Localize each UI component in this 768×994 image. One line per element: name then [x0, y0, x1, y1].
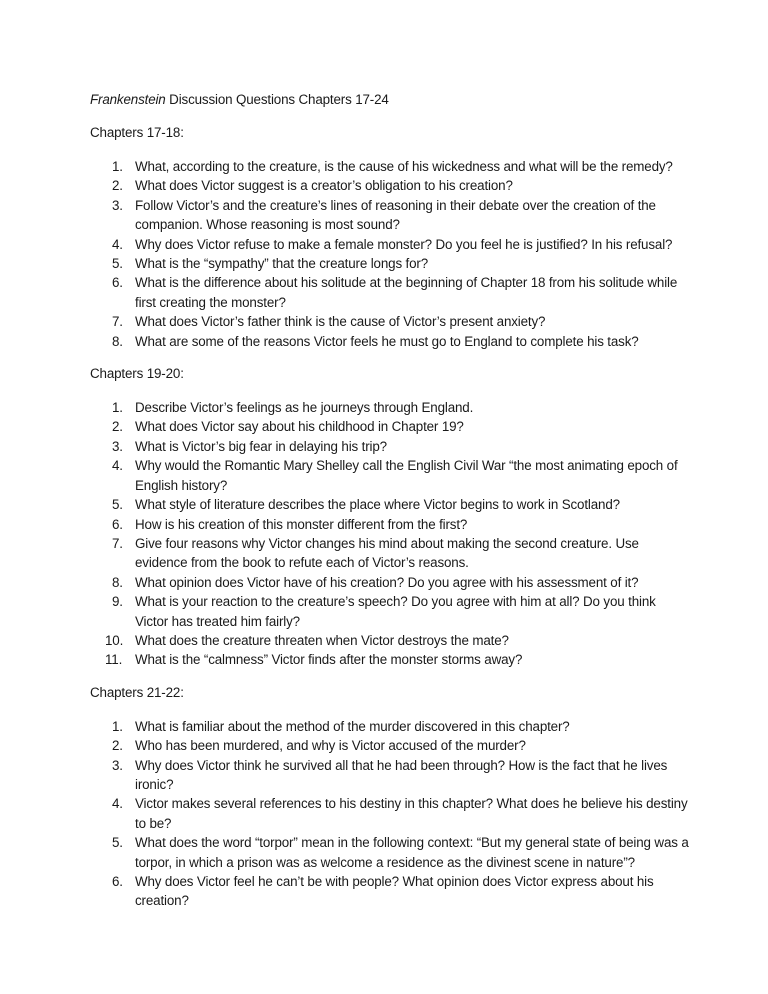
question-text: Why does Victor think he survived all that he had been through? How is the fact that he lives ironic? [135, 757, 668, 792]
question-number: 2. [112, 419, 123, 435]
question-number: 5. [112, 835, 123, 851]
question-text: What, according to the creature, is the cause of his wickedness and what will be the remedy? [135, 159, 673, 174]
list-item [90, 312, 690, 331]
list-item [90, 196, 690, 235]
question-number: 4. [112, 236, 123, 252]
question-text: Why does Victor feel he can’t be with people? What opinion does Victor express about his creation? [135, 874, 654, 909]
question-text: Give four reasons why Victor changes his mind about making the second creature. Use evidence from the book to refute each of Victor’s reasons. [135, 535, 639, 571]
question-number: 6. [112, 275, 123, 291]
question-list-chapters-17-18 [90, 157, 690, 351]
question-number: 8. [112, 574, 123, 590]
question-text: What style of literature describes the place where Victor begins to work in Scotland? [135, 497, 620, 513]
question-text: Why would the Romantic Mary Shelley call the English Civil War “the most animating epoch of English history? [135, 458, 678, 493]
question-text: What does Victor suggest is a creator’s obligation to his creation? [135, 178, 513, 194]
list-item [90, 631, 690, 650]
list-item [90, 756, 690, 795]
question-text: What is the difference about his solitude at the beginning of Chapter 18 from his solitude while first creating the monster? [135, 275, 678, 310]
question-text: What is your reaction to the creature’s speech? Do you agree with him at all? Do you think Victor has treated him fairly? [135, 594, 656, 629]
question-number: 3. [112, 757, 123, 773]
question-number: 5. [112, 497, 123, 513]
list-item [90, 573, 690, 592]
question-number: 1. [112, 400, 123, 416]
list-item [90, 417, 690, 436]
question-list-chapters-21-22 [90, 717, 690, 911]
list-item [90, 495, 690, 514]
question-number: 5. [112, 256, 123, 272]
question-number: 7. [112, 535, 123, 551]
question-number: 2. [112, 178, 123, 194]
list-item [90, 872, 690, 911]
question-number: 1. [112, 159, 123, 174]
question-text: What are some of the reasons Victor feels he must go to England to complete his task? [135, 333, 639, 349]
list-item [90, 437, 690, 456]
list-item [90, 592, 690, 631]
list-item [90, 736, 690, 755]
question-text: How is his creation of this monster different from the first? [135, 516, 468, 532]
list-item [90, 254, 690, 273]
question-text: What is Victor’s big fear in delaying his trip? [135, 438, 387, 454]
list-item [90, 534, 690, 573]
question-text: What is familiar about the method of the murder discovered in this chapter? [135, 718, 570, 734]
question-number: 1. [112, 718, 123, 734]
list-item [90, 650, 690, 669]
question-number: 2. [112, 738, 123, 754]
question-number: 9. [112, 594, 123, 610]
question-text: Describe Victor’s feelings as he journeys through England. [135, 400, 474, 416]
question-text: Follow Victor’s and the creature’s lines of reasoning in their debate over the creation of the companion. Whose reasoning is most sound? [135, 197, 656, 233]
list-item [90, 833, 690, 872]
question-text: What is the “sympathy” that the creature longs for? [135, 256, 429, 272]
question-number: 4. [112, 796, 123, 812]
question-number: 6. [112, 874, 123, 889]
question-number: 3. [112, 197, 123, 213]
list-item [90, 157, 690, 176]
list-item [90, 515, 690, 534]
question-number: 8. [112, 333, 123, 349]
list-item [90, 332, 690, 351]
list-item [90, 235, 690, 254]
question-text: What opinion does Victor have of his creation? Do you agree with his assessment of it? [135, 574, 639, 590]
question-text: What does the creature threaten when Victor destroys the mate? [135, 632, 509, 648]
question-text: What is the “calmness” Victor finds after the monster storms away? [135, 652, 523, 668]
document-title [90, 90, 690, 109]
question-number: 7. [112, 314, 123, 330]
question-text: What does Victor say about his childhood in Chapter 19? [135, 419, 464, 435]
title-book-name: Frankenstein [90, 92, 166, 107]
question-text: What does the word “torpor” mean in the following context: “But my general state of being was a torpor, in which a prison was as welcome a residence as the divinest scene in nature”? [135, 835, 689, 870]
question-number: 10. [105, 632, 124, 648]
question-text: Victor makes several references to his destiny in this chapter? What does he believe his destiny to be? [135, 796, 688, 831]
section-heading-chapters-21-22: Chapters 21-22: [90, 684, 184, 700]
section-heading-chapters-19-20: Chapters 19-20: [90, 366, 184, 382]
list-item [90, 794, 690, 833]
question-text: Why does Victor refuse to make a female monster? Do you feel he is justified? In his refusal? [135, 236, 673, 252]
document-page [90, 90, 690, 924]
question-text: Who has been murdered, and why is Victor accused of the murder? [135, 738, 526, 754]
title-rest: Discussion Questions Chapters 17-24 [165, 92, 389, 107]
question-number: 4. [112, 458, 123, 474]
section-heading-chapters-17-18: Chapters 17-18: [90, 125, 184, 140]
question-number: 11. [105, 652, 123, 668]
list-item [90, 273, 690, 312]
list-item [90, 717, 690, 736]
list-item [90, 398, 690, 417]
list-item [90, 176, 690, 195]
question-number: 6. [112, 516, 123, 532]
question-number: 3. [112, 438, 123, 454]
list-item [90, 456, 690, 495]
question-list-chapters-19-20 [90, 398, 690, 670]
question-text: What does Victor’s father think is the cause of Victor’s present anxiety? [135, 314, 546, 330]
